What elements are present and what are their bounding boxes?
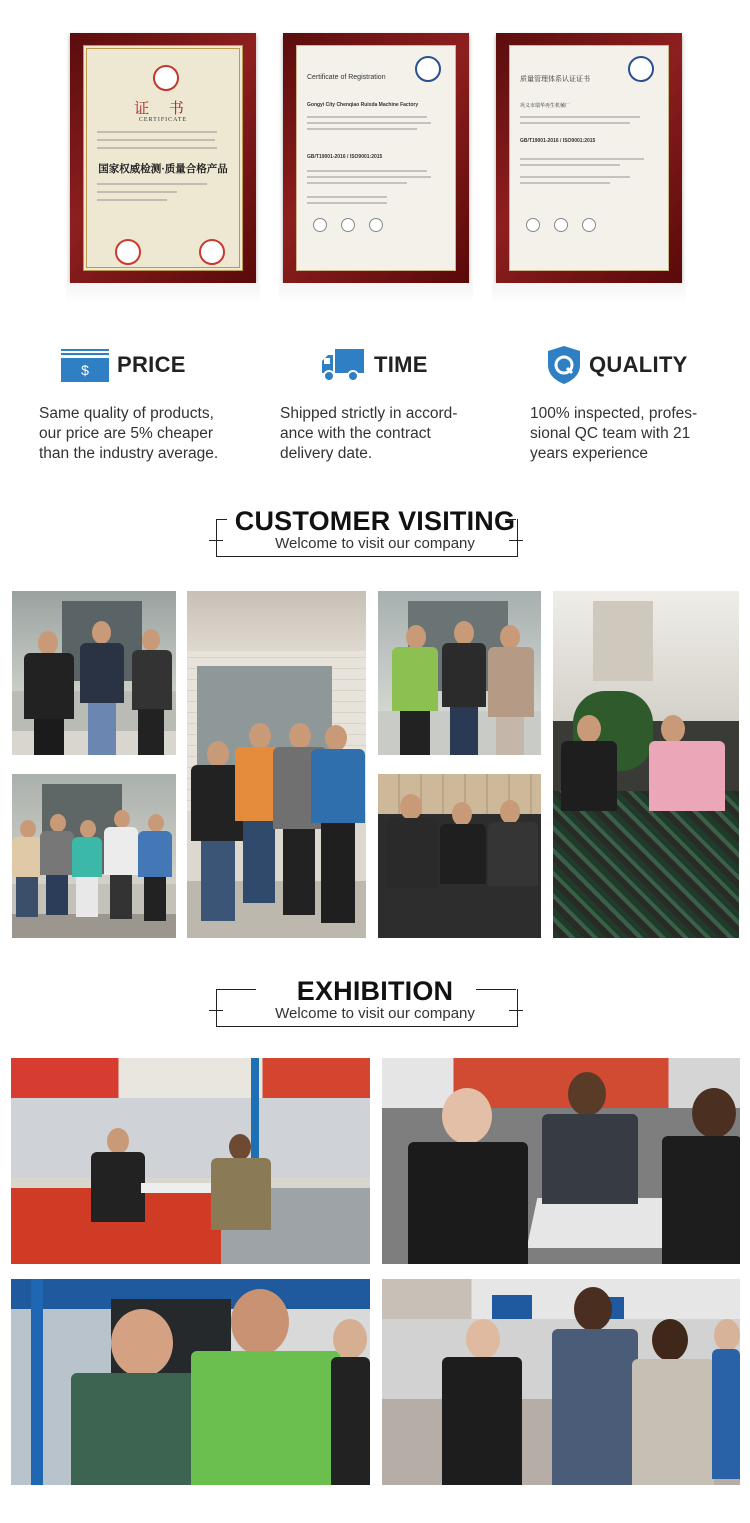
certificate-company: 巩义市瑞华再生机械厂 bbox=[520, 103, 571, 109]
feature-title: TIME bbox=[374, 352, 428, 377]
certificate-frame-2 bbox=[283, 33, 469, 283]
customer-visit-photo bbox=[378, 774, 541, 938]
feature-price bbox=[39, 345, 218, 464]
exhibition-photo bbox=[382, 1279, 740, 1485]
exhibition-photo bbox=[11, 1058, 370, 1264]
section-subtitle: Welcome to visit our company bbox=[275, 1005, 475, 1022]
certificate-company: Gongyi City Chenqiao Ruixda Machine Factory bbox=[307, 102, 419, 108]
feature-time bbox=[280, 345, 457, 464]
feature-quality bbox=[530, 345, 697, 464]
certificate-heading: 质量管理体系认证证书 bbox=[520, 76, 590, 83]
certificate-paper bbox=[83, 45, 243, 271]
section-subtitle: Welcome to visit our company bbox=[275, 535, 475, 552]
section-title: EXHIBITION bbox=[296, 976, 454, 1006]
certificate-frame-1 bbox=[70, 33, 256, 283]
quality-shield-icon bbox=[547, 345, 581, 385]
exhibition-photo bbox=[382, 1058, 740, 1264]
price-tag-icon: $ bbox=[61, 349, 109, 382]
customer-visit-photo bbox=[187, 591, 366, 938]
certificate-seal bbox=[153, 65, 179, 91]
section-title: CUSTOMER VISITING bbox=[234, 506, 516, 536]
certificate-logo bbox=[628, 56, 654, 82]
customer-visit-photo bbox=[378, 591, 541, 755]
exhibition-photo bbox=[11, 1279, 370, 1485]
delivery-truck-icon bbox=[320, 347, 366, 383]
certificate-heading: Certificate of Registration bbox=[307, 74, 386, 81]
certificate-chinese-title: 证 书 bbox=[134, 101, 192, 117]
certificate-main-line: 国家权威检测·质量合格产品 bbox=[98, 164, 228, 175]
certificate-paper bbox=[509, 45, 669, 271]
customer-visit-photo bbox=[12, 774, 176, 938]
exhibition-heading bbox=[0, 976, 750, 1022]
feature-description: Shipped strictly in accord- ance with the contract delivery date. bbox=[280, 405, 458, 462]
customer-visiting-heading bbox=[0, 506, 750, 552]
feature-description: Same quality of products, our price are 5% cheaper than the industry average. bbox=[39, 405, 219, 462]
certificate-heading: CERTIFICATE bbox=[138, 117, 188, 123]
certificate-logo bbox=[415, 56, 441, 82]
certificate-stamp bbox=[115, 239, 141, 265]
feature-title: QUALITY bbox=[589, 352, 688, 377]
certificate-frame-3 bbox=[496, 33, 682, 283]
certificate-standard: GB/T19001-2016 / ISO9001:2015 bbox=[520, 138, 596, 144]
customer-visit-photo bbox=[553, 591, 739, 938]
customer-visit-photo bbox=[12, 591, 176, 755]
feature-title: PRICE bbox=[117, 352, 186, 377]
certificate-standard: GB/T19001-2016 / ISO9001:2015 bbox=[307, 154, 383, 160]
certificate-stamp bbox=[199, 239, 225, 265]
feature-description: 100% inspected, profes- sional QC team with 21 years experience bbox=[530, 405, 698, 462]
certificate-paper bbox=[296, 45, 456, 271]
